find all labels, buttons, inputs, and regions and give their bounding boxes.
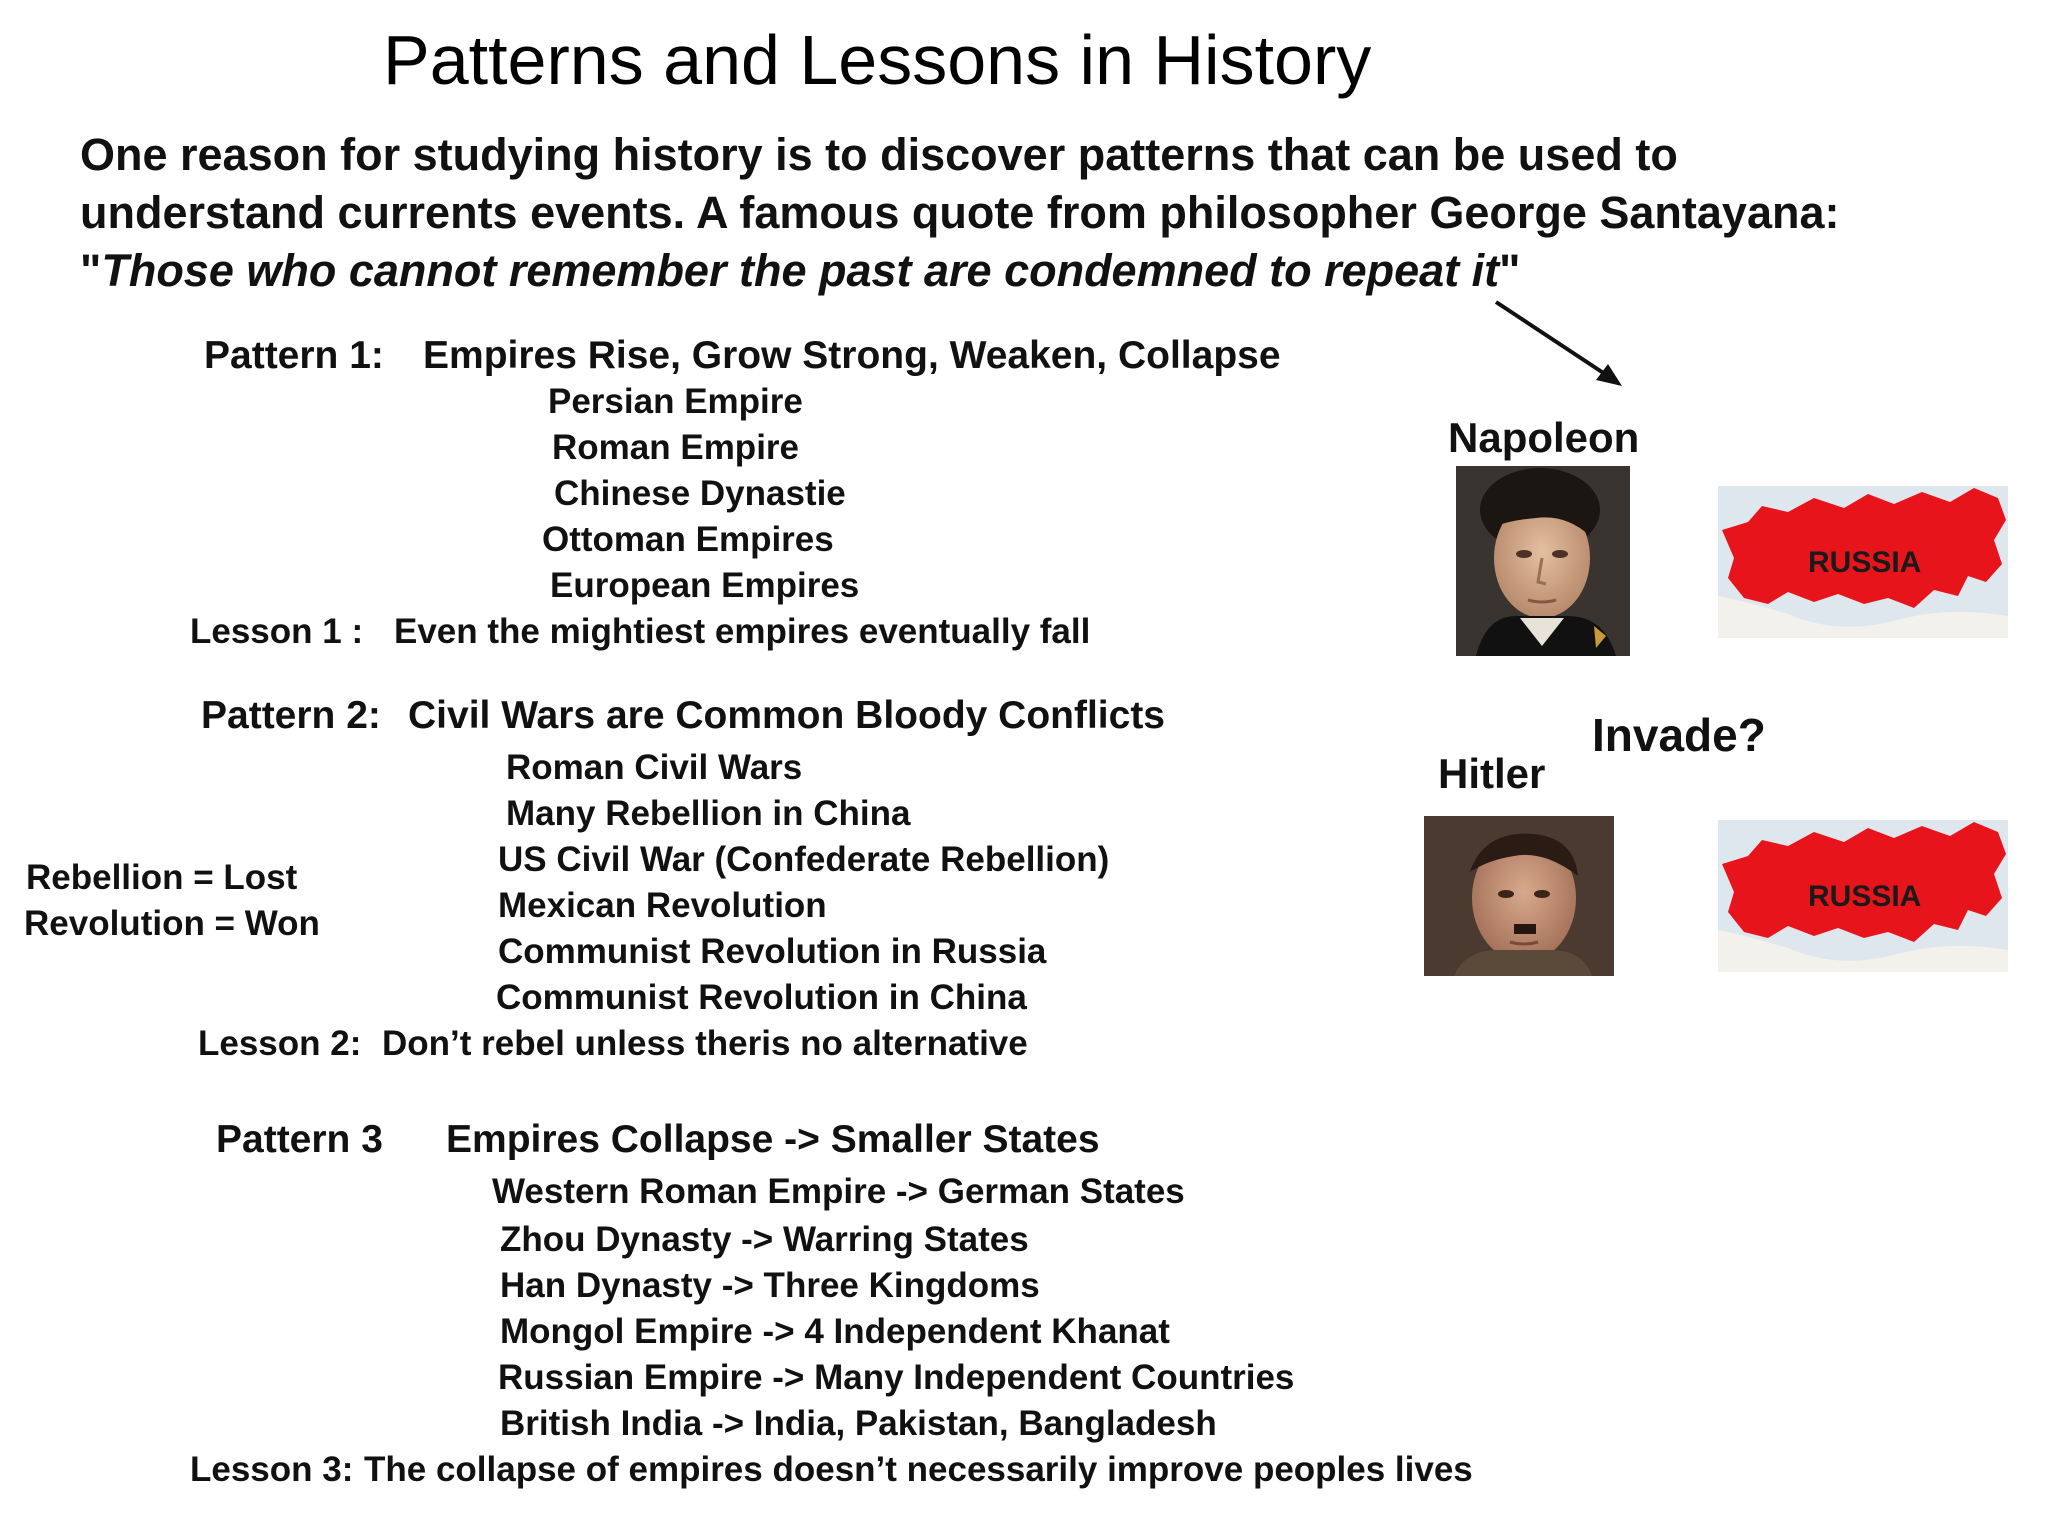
- pattern-1-item: Chinese Dynastie: [554, 474, 846, 513]
- pattern-3-label: Pattern 3: [216, 1118, 383, 1161]
- pattern-3-item: Mongol Empire -> 4 Independent Khanat: [500, 1312, 1170, 1351]
- rebellion-note: Rebellion = Lost: [26, 858, 298, 897]
- quote-text: Those who cannot remember the past are condemned to repeat it: [101, 245, 1500, 296]
- quote-close-mark: ": [1499, 245, 1521, 296]
- pattern-3-item: Russian Empire -> Many Independent Countries: [498, 1358, 1295, 1397]
- pattern-2-item: Communist Revolution in Russia: [498, 932, 1047, 971]
- pattern-2-item: Roman Civil Wars: [506, 748, 803, 787]
- intro-line-2: understand currents events. A famous quote from philosopher George Santayana:: [80, 187, 1840, 238]
- pattern-1-item: European Empires: [550, 566, 860, 605]
- pattern-2-label: Pattern 2:: [201, 694, 381, 737]
- lesson-1-label: Lesson 1 :: [190, 612, 364, 651]
- pattern-1-label: Pattern 1:: [204, 334, 384, 377]
- santayana-quote: [80, 242, 1520, 300]
- lesson-2-text: Don’t rebel unless theris no alternative: [382, 1024, 1028, 1063]
- pattern-1-heading: Empires Rise, Grow Strong, Weaken, Collapse: [423, 334, 1281, 377]
- page-title: Patterns and Lessons in History: [383, 21, 1372, 99]
- hitler-label: Hitler: [1438, 750, 1546, 797]
- pattern-1-item: Persian Empire: [548, 382, 803, 421]
- pattern-3-item: Han Dynasty -> Three Kingdoms: [500, 1266, 1040, 1305]
- pattern-3-item: Zhou Dynasty -> Warring States: [500, 1220, 1029, 1259]
- pattern-2-item: Many Rebellion in China: [506, 794, 911, 833]
- russia-label-top: RUSSIA: [1808, 546, 1922, 579]
- arrow-icon: [1490, 298, 1630, 390]
- pattern-1-item: Ottoman Empires: [542, 520, 834, 559]
- pattern-2-heading: Civil Wars are Common Bloody Conflicts: [408, 694, 1165, 737]
- lesson-3-text: The collapse of empires doesn’t necessarily improve peoples lives: [364, 1450, 1473, 1489]
- pattern-2-item: US Civil War (Confederate Rebellion): [498, 840, 1110, 879]
- pattern-2-item: Communist Revolution in China: [496, 978, 1027, 1017]
- invade-label: Invade?: [1592, 709, 1766, 761]
- russia-map-bottom: [1718, 820, 2008, 972]
- quote-open-mark: ": [80, 245, 102, 296]
- russia-map-top: [1718, 486, 2008, 638]
- pattern-2-item: Mexican Revolution: [498, 886, 827, 925]
- napoleon-portrait: [1456, 466, 1630, 656]
- russia-label-bottom: RUSSIA: [1808, 880, 1922, 913]
- pattern-1-item: Roman Empire: [552, 428, 799, 467]
- lesson-3-label: Lesson 3:: [190, 1450, 354, 1489]
- hitler-portrait: [1424, 816, 1614, 976]
- pattern-3-item: British India -> India, Pakistan, Bangladesh: [500, 1404, 1217, 1443]
- revolution-note: Revolution = Won: [24, 904, 320, 943]
- pattern-3-item: Western Roman Empire -> German States: [492, 1172, 1185, 1211]
- intro-line-1: One reason for studying history is to discover patterns that can be used to: [80, 129, 1678, 180]
- lesson-1-text: Even the mightiest empires eventually fall: [394, 612, 1091, 651]
- napoleon-label: Napoleon: [1448, 414, 1640, 461]
- lesson-2-label: Lesson 2:: [198, 1024, 362, 1063]
- pattern-3-heading: Empires Collapse -> Smaller States: [446, 1118, 1100, 1161]
